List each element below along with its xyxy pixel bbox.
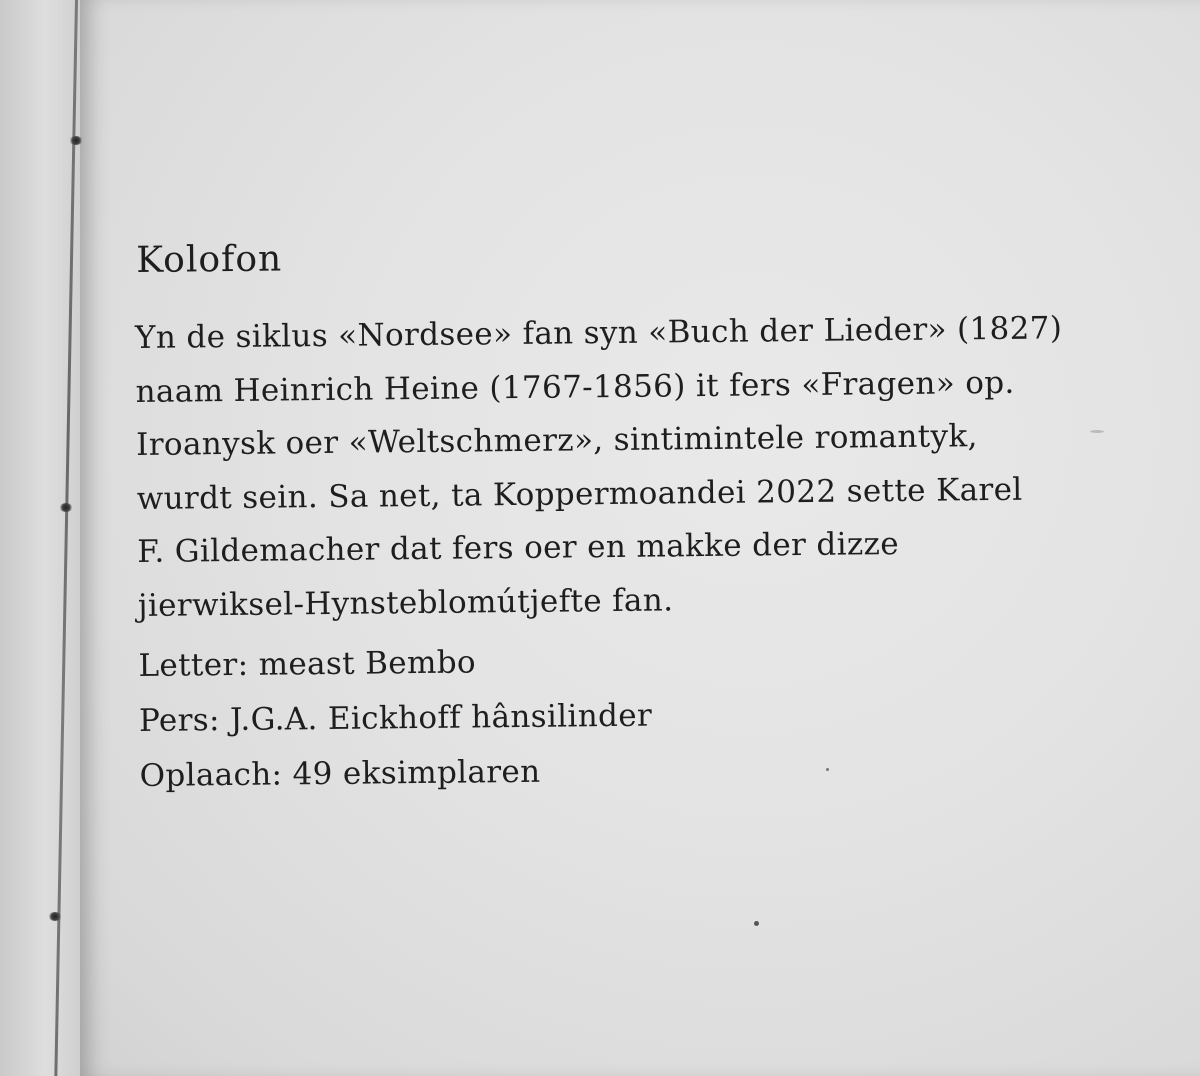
binding-stitch-middle [59, 503, 73, 512]
paper-speck [1090, 430, 1104, 433]
paper-speck [754, 921, 759, 926]
colophon-paragraph [134, 302, 1063, 633]
detail-typeface: Letter: meast Bembo [138, 644, 477, 684]
paragraph-line: naam Heinrich Heine (1767-1856) it fers «Fragen» op. [135, 364, 1015, 410]
detail-edition-size: Oplaach: 49 eksimplaren [139, 753, 541, 794]
colophon [134, 226, 1063, 803]
detail-press: Pers: J.G.A. Eickhoff hânsilinder [138, 697, 653, 739]
paragraph-line: wurdt sein. Sa net, ta Koppermoandei 2022 sette Karel [136, 471, 1023, 517]
binding-stitch-bottom [48, 912, 62, 921]
paragraph-line: Iroanysk oer «Weltschmerz», sintimintele romantyk, [136, 418, 978, 463]
binding-stitch-top [69, 136, 83, 145]
left-page-edge [0, 0, 82, 1076]
colophon-heading: Kolofon [136, 238, 283, 281]
colophon-details [138, 629, 1050, 804]
paragraph-line: Yn de siklus «Nordsee» fan syn «Buch der Lieder» (1827) [134, 310, 1063, 356]
paragraph-line: jierwiksel-Hynsteblomútjefte fan. [137, 581, 674, 624]
paragraph-line: F. Gildemacher dat fers oer en makke der dizze [137, 526, 900, 570]
